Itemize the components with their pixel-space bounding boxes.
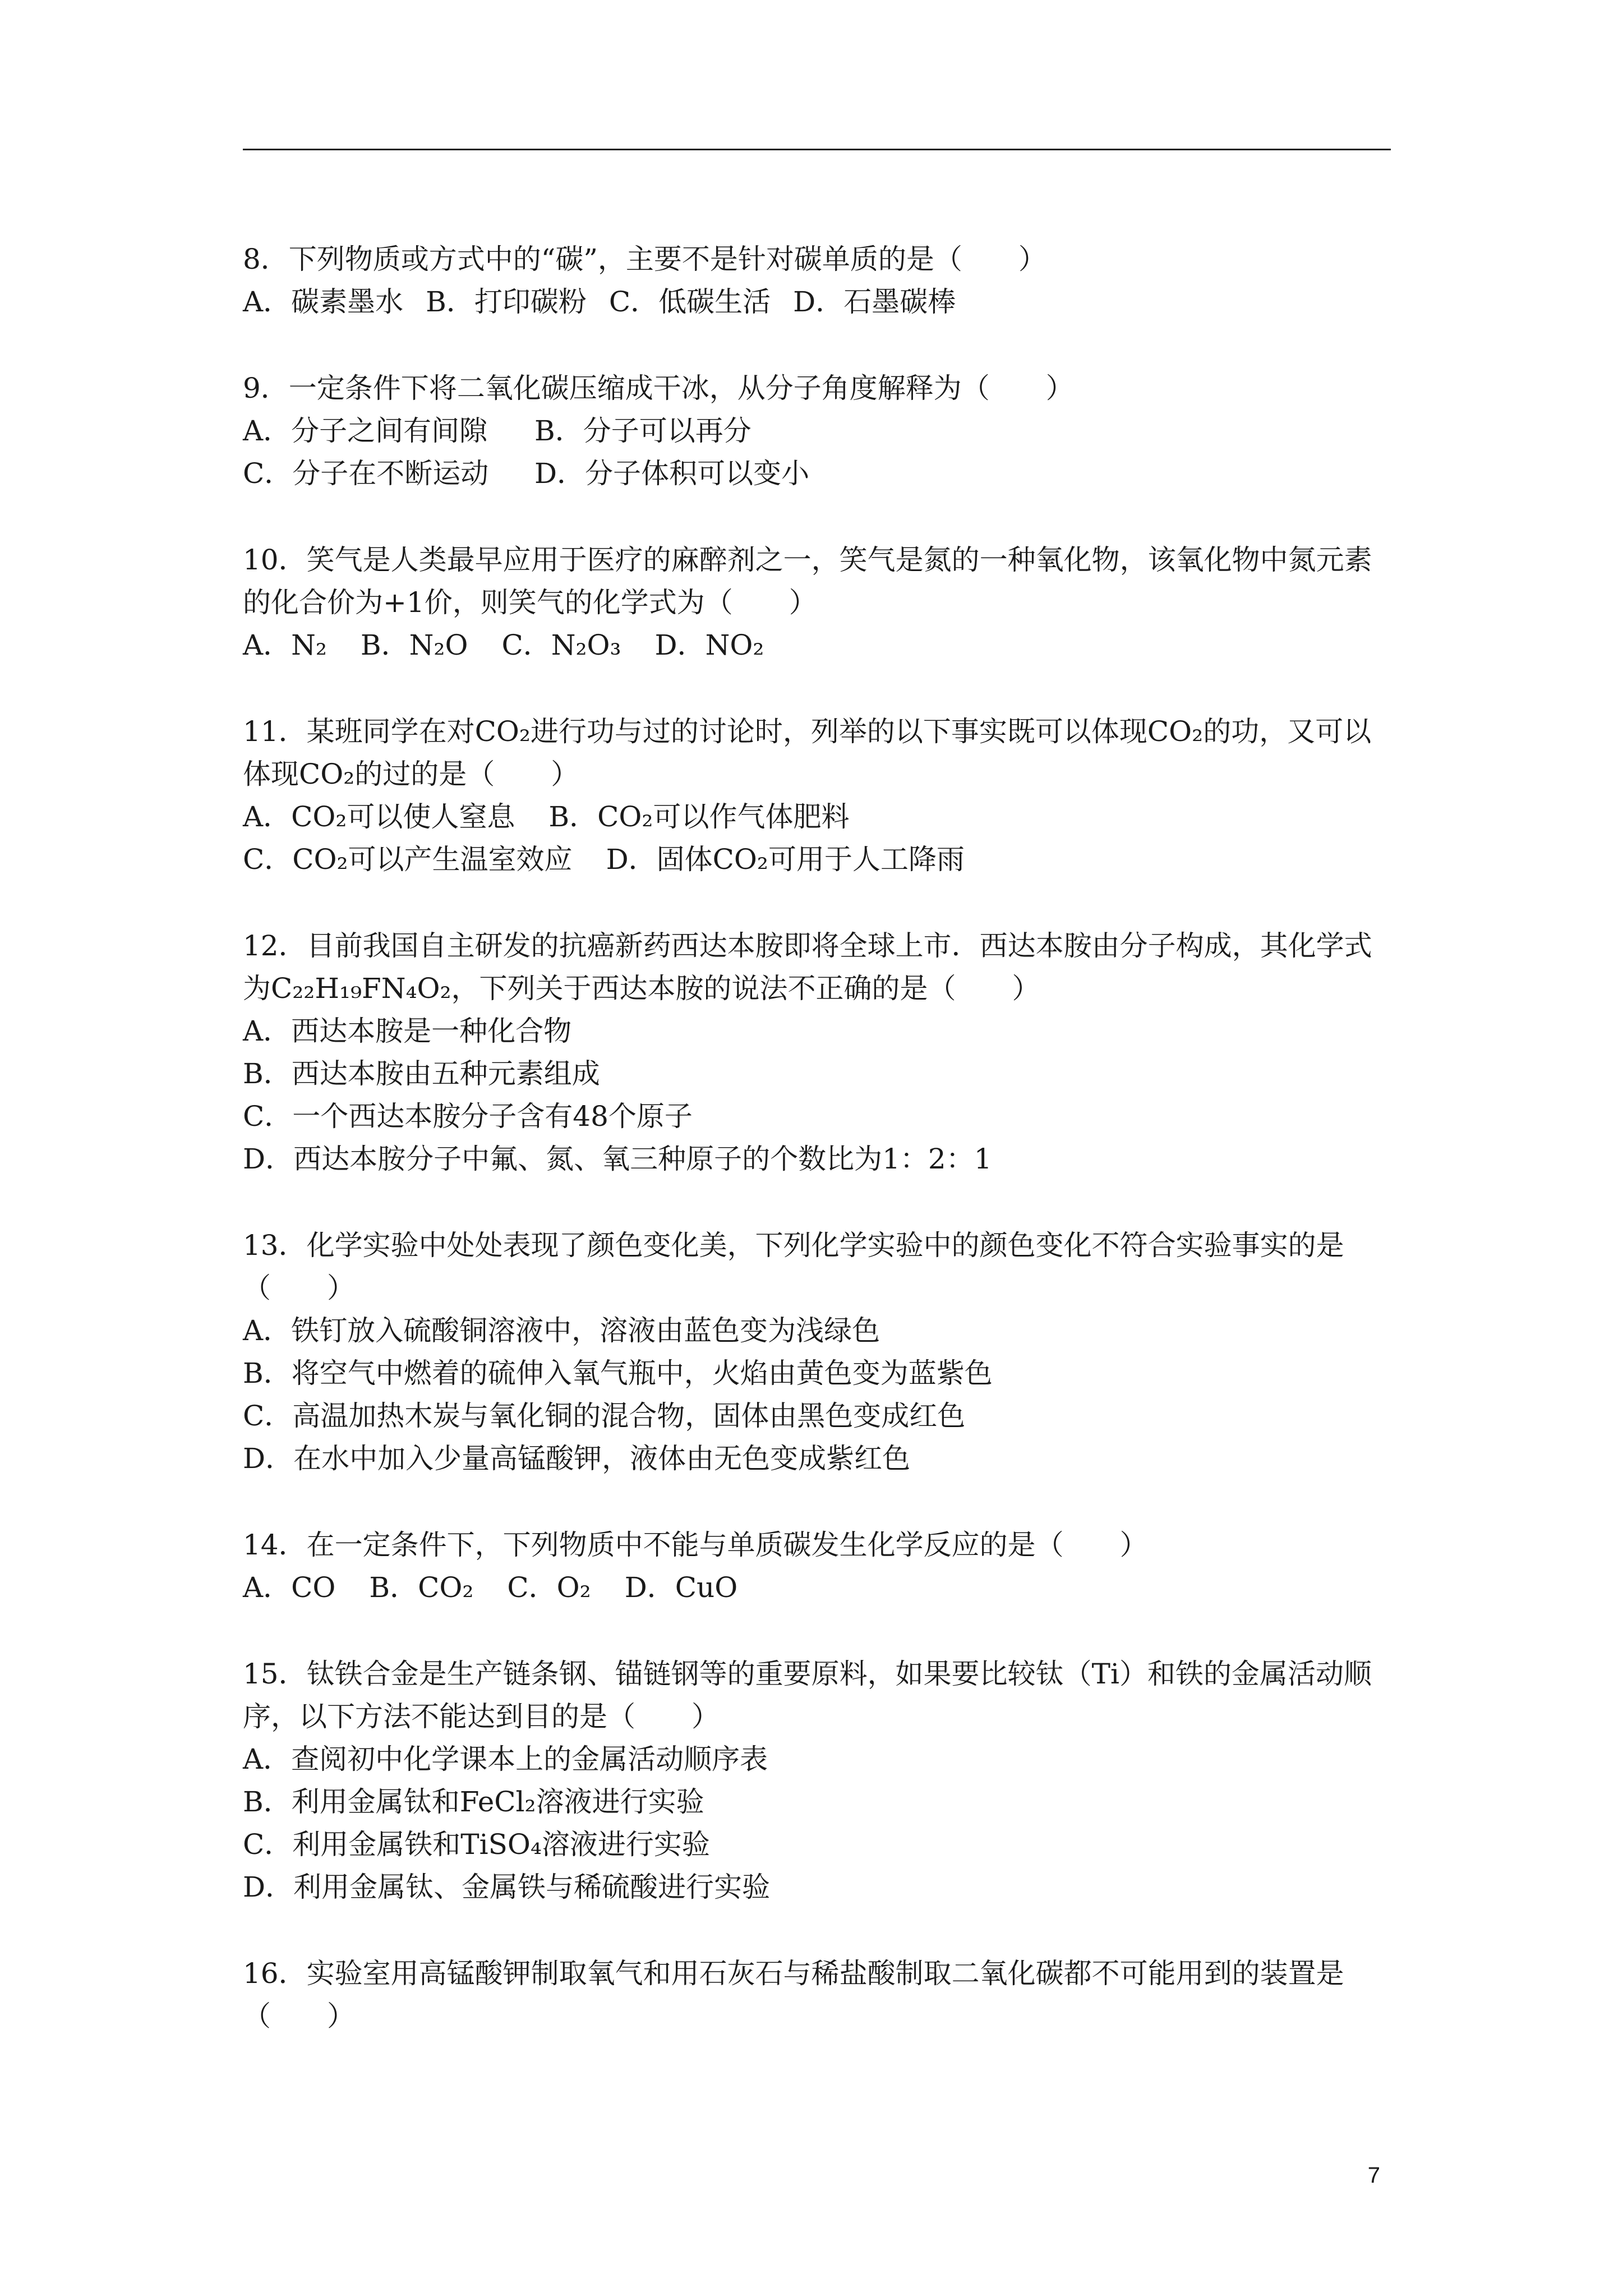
page-number: 7	[1367, 2163, 1380, 2188]
option-a: A．查阅初中化学课本上的金属活动顺序表	[243, 1743, 768, 1775]
question-stem: 12．目前我国自主研发的抗癌新药西达本胺即将全球上市．西达本胺由分子构成，其化学式为C₂₂H₁₉FN₄O₂，下列关于西达本胺的说法不正确的是（ ）	[243, 930, 1372, 1005]
option-c: C．CO₂可以产生温室效应	[243, 843, 573, 876]
option-d: D．CuO	[624, 1571, 738, 1604]
option-c: C．N₂O₃	[501, 629, 621, 661]
option-a: A．CO	[243, 1571, 336, 1604]
option-b: B．将空气中燃着的硫伸入氧气瓶中，火焰由黄色变为蓝紫色	[243, 1357, 993, 1389]
question-11	[243, 710, 1398, 881]
option-c: C．利用金属铁和TiSO₄溶液进行实验	[243, 1828, 710, 1861]
option-d: D．NO₂	[654, 629, 764, 661]
option-a: A．分子之间有间隙	[243, 415, 488, 447]
question-9	[243, 367, 1398, 495]
option-b: B．CO₂可以作气体肥料	[548, 800, 850, 833]
options-row	[243, 452, 1398, 495]
option-d: D．西达本胺分子中氟、氮、氧三种原子的个数比为1：2：1	[243, 1143, 992, 1175]
option-d: D．固体CO₂可用于人工降雨	[606, 843, 965, 876]
option-a: A．西达本胺是一种化合物	[243, 1015, 572, 1047]
question-14	[243, 1524, 1398, 1609]
question-list	[243, 238, 1398, 2081]
option-b: B．打印碳粉	[426, 286, 587, 318]
question-stem: 11．某班同学在对CO₂进行功与过的讨论时，列举的以下事实既可以体现CO₂的功，又可以体现CO₂的过的是（ ）	[243, 715, 1372, 790]
question-stem: 10．笑气是人类最早应用于医疗的麻醉剂之一，笑气是氮的一种氧化物，该氧化物中氮元素的化合价为+1价，则笑气的化学式为（ ）	[243, 544, 1372, 619]
options-row	[243, 280, 1398, 323]
options-row	[243, 838, 1398, 881]
option-d: D．在水中加入少量高锰酸钾，液体由无色变成紫红色	[243, 1442, 911, 1475]
question-stem: 15．钛铁合金是生产链条钢、锚链钢等的重要原料，如果要比较钛（Ti）和铁的金属活动顺序，以下方法不能达到目的是（ ）	[243, 1658, 1372, 1733]
option-c: C．低碳生活	[608, 286, 771, 318]
option-b: B．CO₂	[369, 1571, 474, 1604]
options-row	[243, 1566, 1398, 1609]
option-c: C．分子在不断运动	[243, 457, 489, 490]
option-c: C．O₂	[507, 1571, 591, 1604]
option-d: D．分子体积可以变小	[534, 457, 810, 490]
options-row	[243, 409, 1398, 452]
option-b: B．分子可以再分	[534, 415, 751, 447]
question-stem: 13．化学实验中处处表现了颜色变化美，下列化学实验中的颜色变化不符合实验事实的是（ ）	[243, 1229, 1344, 1304]
header-rule	[243, 149, 1391, 150]
options-row	[243, 624, 1398, 666]
options-row	[243, 795, 1398, 838]
question-stem: 9．一定条件下将二氧化碳压缩成干冰，从分子角度解释为（ ）	[243, 372, 1074, 404]
option-b: B．N₂O	[360, 629, 468, 661]
question-13	[243, 1224, 1398, 1480]
option-d: D．利用金属钛、金属铁与稀硫酸进行实验	[243, 1871, 771, 1903]
option-d: D．石墨碳棒	[793, 286, 956, 318]
option-a: A．铁钉放入硫酸铜溶液中，溶液由蓝色变为浅绿色	[243, 1314, 880, 1347]
option-a: A．N₂	[243, 629, 327, 661]
question-15	[243, 1653, 1398, 1908]
option-b: B．西达本胺由五种元素组成	[243, 1057, 600, 1090]
question-8	[243, 238, 1398, 323]
option-a: A．碳素墨水	[243, 286, 404, 318]
option-b: B．利用金属钛和FeCl₂溶液进行实验	[243, 1786, 704, 1818]
option-a: A．CO₂可以使人窒息	[243, 800, 515, 833]
question-stem: 8．下列物质或方式中的“碳”，主要不是针对碳单质的是（ ）	[243, 243, 1046, 275]
question-16	[243, 1952, 1398, 2037]
option-c: C．一个西达本胺分子含有48个原子	[243, 1100, 693, 1133]
question-10	[243, 539, 1398, 666]
question-stem: 14．在一定条件下，下列物质中不能与单质碳发生化学反应的是（ ）	[243, 1529, 1148, 1561]
option-c: C．高温加热木炭与氧化铜的混合物，固体由黑色变成红色	[243, 1400, 966, 1432]
question-12	[243, 924, 1398, 1180]
question-stem: 16．实验室用高锰酸钾制取氧气和用石灰石与稀盐酸制取二氧化碳都不可能用到的装置是（ ）	[243, 1957, 1344, 2032]
